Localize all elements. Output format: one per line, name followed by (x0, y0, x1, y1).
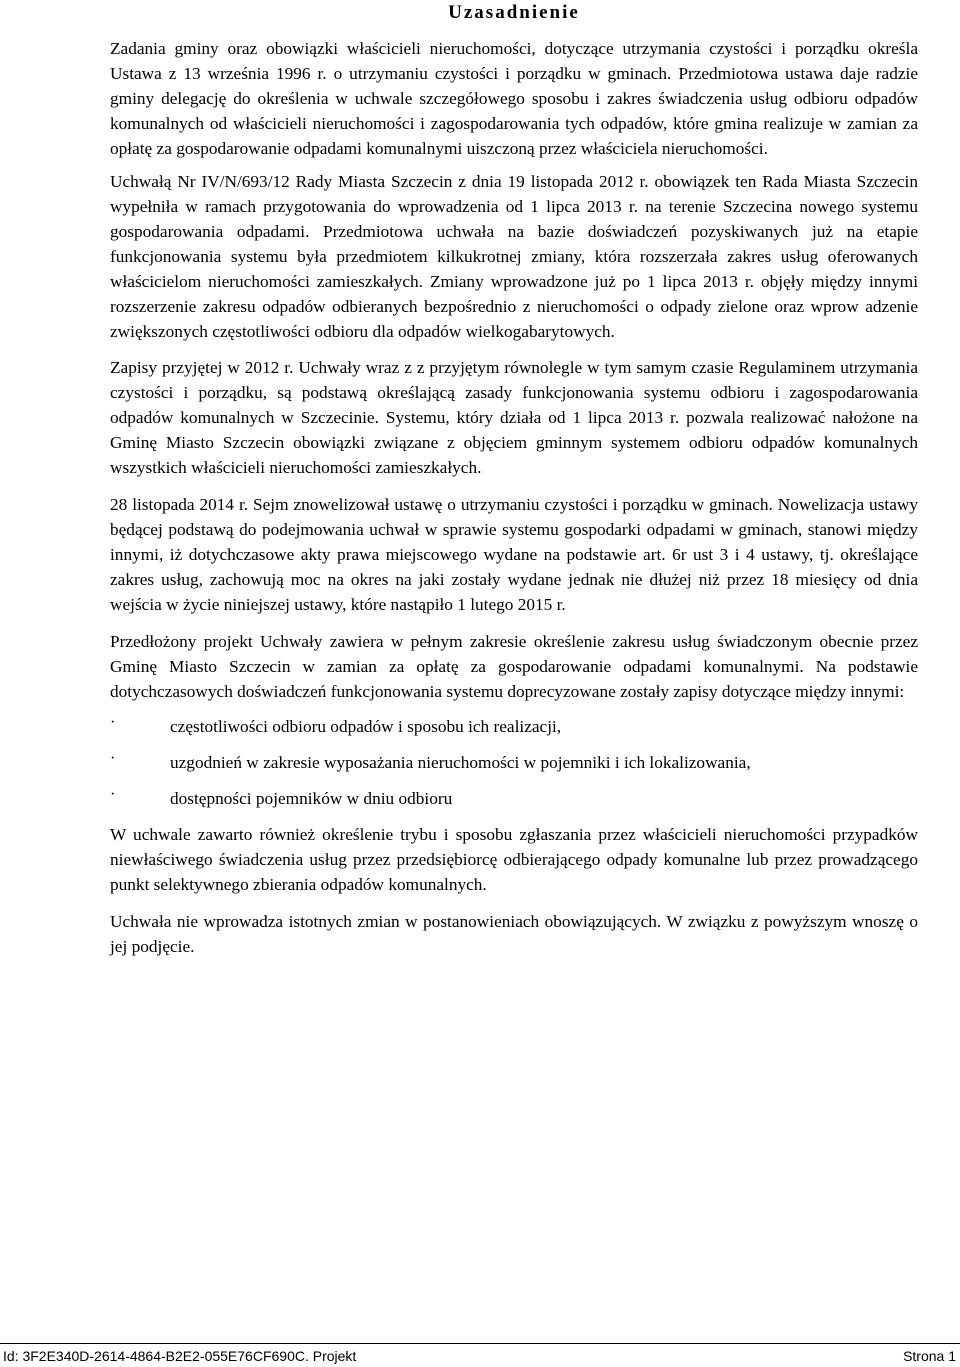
page-footer (0, 1343, 960, 1367)
paragraph-system-rules: Zapisy przyjętej w 2012 r. Uchwały wraz z z przyjętym równolegle w tym samym czasie Regulaminem utrzymania czystości i porządku, są podstawą określającą zasady funkcjonowania systemu odbioru i zagospodarowania odpadów komunalnych w Szczecinie. Systemu, który działa od 1 lipca 2013 r. pozwala realizować nałożone na Gminę Miasto Szczecin obowiązki związane z objęciem gminnym systemem odbioru odpadów komunalnych wszystkich właścicieli nieruchomości zamieszkałych. (110, 358, 918, 477)
list-item-text: dostępności pojemników w dniu odbioru (170, 789, 453, 808)
paragraph-conclusion: Uchwała nie wprowadza istotnych zmian w postanowieniach obowiązujących. W związku z powyższym wnoszę o jej podjęcie. (110, 912, 918, 956)
list-item (0, 714, 918, 739)
bullet-dot-icon: · (110, 714, 116, 731)
document-title: Uzasadnienie (448, 2, 580, 23)
list-item-text: częstotliwości odbioru odpadów i sposobu ich realizacji, (170, 717, 562, 736)
clarified-provisions-list (110, 714, 918, 811)
list-item-text: uzgodnień w zakresie wyposażania nieruchomości w pojemniki i ich lokalizowania, (170, 753, 751, 772)
paragraph-draft-resolution: Przedłożony projekt Uchwały zawiera w pełnym zakresie określenie zakresu usług świadczonym obecnie przez Gminę Miasto Szczecin w zamian za opłatę za gospodarowanie odpadami komunalnymi. Na podstawie dotychczasowych doświadczeń funkcjonowania systemu doprecyzowane zostały zapisy dotyczące między innymi: (110, 632, 918, 701)
list-item (0, 750, 918, 775)
paragraph-complaints-procedure: W uchwale zawarto również określenie trybu i sposobu zgłaszania przez właścicieli nieruchomości przypadków niewłaściwego świadczenia usług przez przedsiębiorcę odbierającego odpady komunalne lub przez prowadzącego punkt selektywnego zbierania odpadów komunalnych. (110, 825, 918, 894)
document-page (110, 0, 918, 959)
paragraph-resolution-2012: Uchwałą Nr IV/N/693/12 Rady Miasta Szczecin z dnia 19 listopada 2012 r. obowiązek ten Rada Miasta Szczecin wypełniła w ramach przygotowania do wprowadzenia od 1 lipca 2013 r. na terenie Szczecina nowego systemu gospodarowania odpadami. Przedmiotowa uchwała na bazie doświadczeń pozyskiwanych już na etapie funkcjonowania systemu była przedmiotem kilkukrotnej zmiany, która rozszerzała zakres usług oferowanych właścicielom nieruchomości zamieszkałych. Zmiany wprowadzone już po 1 lipca 2013 r. objęły między innymi rozszerzenie zakresu odpadów odbieranych bezpośrednio z nieruchomości o odpady zielone oraz wprow adzenie zwiększonych częstotliwości odbioru dla odpadów wielkogabarytowych. (110, 172, 918, 341)
paragraph-legal-basis: Zadania gminy oraz obowiązki właścicieli nieruchomości, dotyczące utrzymania czystości i porządku określa Ustawa z 13 września 1996 r. o utrzymaniu czystości i porządku w gminach. Przedmiotowa ustawa daje radzie gminy delegację do określenia w uchwale szczegółowego sposobu i zakres świadczenia usług odbioru odpadów komunalnych od właścicieli nieruchomości i zagospodarowania tych odpadów, które gmina realizuje w zamian za opłatę za gospodarowanie odpadami komunalnymi uiszczoną przez właściciela nieruchomości. (110, 39, 918, 158)
page-number: Strona 1 (903, 1348, 956, 1364)
paragraph-amendment-2014: 28 listopada 2014 r. Sejm znowelizował ustawę o utrzymaniu czystości i porządku w gminach. Nowelizacja ustawy będącej podstawą do podejmowania uchwał w sprawie systemu gospodarki odpadami w gminach, stanowi między innymi, iż dotychczasowe akty prawa miejscowego wydane na podstawie art. 6r ust 3 i 4 ustawy, tj. określające zakres usług, zachowują moc na okres na jaki zostały wydane jednak nie dłużej niż przez 18 miesięcy od dnia wejścia w życie niniejszej ustawy, które nastąpiło 1 lutego 2015 r. (110, 495, 918, 614)
document-id-text: Id: 3F2E340D-2614-4864-B2E2-055E76CF690C. Projekt (3, 1348, 357, 1364)
list-item (0, 786, 918, 811)
bullet-dot-icon: · (110, 786, 116, 803)
bullet-dot-icon: · (110, 750, 116, 767)
